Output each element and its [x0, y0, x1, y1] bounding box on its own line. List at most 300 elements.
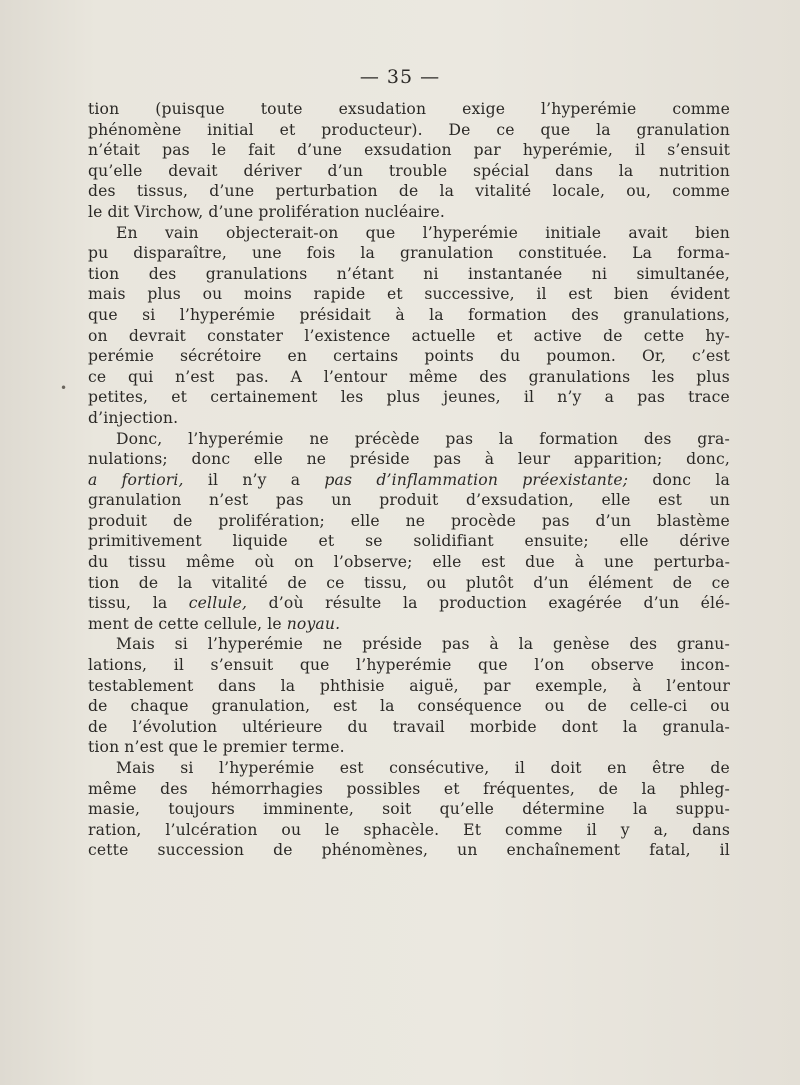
word: la — [618, 161, 634, 180]
word: pas — [541, 511, 570, 530]
word: observe — [590, 656, 655, 675]
word: exemple, — [535, 676, 608, 695]
word: ne — [405, 511, 426, 530]
word: imminente, — [263, 800, 354, 819]
word: le — [267, 614, 282, 633]
word: certainement — [210, 388, 318, 407]
word: comme — [505, 820, 563, 839]
word: ne — [306, 450, 327, 469]
word: plus — [147, 285, 181, 304]
word: que — [168, 738, 199, 757]
word: trace — [688, 388, 730, 407]
word: successive, — [424, 285, 515, 304]
word: plus — [386, 388, 421, 407]
word: est — [481, 553, 506, 572]
word: on — [294, 553, 314, 572]
word: ce — [496, 120, 515, 139]
word: production — [439, 594, 527, 613]
word: il — [536, 285, 547, 304]
text-line — [88, 161, 730, 182]
word: bien — [695, 223, 730, 242]
word: elle — [350, 511, 380, 530]
word: une — [251, 244, 282, 263]
word: objecterait-on — [225, 223, 339, 242]
word: c’est — [691, 347, 730, 366]
word: d’exsudation, — [465, 491, 574, 510]
word: hyperémie, — [522, 141, 614, 160]
word: être — [652, 759, 685, 777]
word: l’hyperémie — [188, 429, 284, 448]
word: La — [632, 244, 653, 263]
text-line — [88, 676, 730, 697]
word: consécutive, — [389, 759, 490, 777]
word: et — [386, 285, 403, 304]
word: prolifération; — [218, 511, 325, 530]
word: élément — [588, 573, 654, 592]
word: est — [339, 759, 364, 777]
word: préside — [362, 635, 423, 654]
word: en — [607, 759, 627, 777]
word: la — [402, 594, 418, 613]
word: petites, — [88, 388, 149, 407]
word: aiguë, — [409, 676, 459, 695]
word: n’est — [175, 367, 215, 386]
word: la — [518, 635, 534, 654]
word: Or, — [642, 347, 666, 366]
word: possibles — [346, 779, 421, 798]
word: perémie — [88, 347, 154, 366]
word: a, — [653, 820, 669, 839]
word: certains — [333, 347, 399, 366]
word: nulations; — [88, 450, 168, 469]
word: tissus, — [136, 182, 189, 201]
word: travail — [392, 717, 445, 736]
word: granulation — [636, 120, 730, 139]
word: l’observe; — [333, 553, 413, 572]
word: et — [279, 120, 296, 139]
word: vain — [164, 223, 199, 242]
word: toute — [260, 100, 303, 118]
text-line — [88, 634, 730, 655]
word: cette — [643, 326, 685, 345]
word: l’hyperémie — [356, 656, 452, 675]
word: d’injection. — [88, 408, 179, 427]
word: à — [484, 450, 495, 469]
word: a — [88, 470, 98, 489]
word: il — [719, 841, 730, 860]
word: perturba- — [653, 553, 730, 572]
text-line — [88, 264, 730, 285]
word: la — [439, 182, 455, 201]
word: à — [632, 676, 642, 695]
word: lations, — [88, 656, 148, 675]
word: suppu- — [675, 800, 730, 819]
word: tion — [88, 100, 120, 118]
margin-mark: • — [60, 381, 68, 395]
word: initiale — [545, 223, 602, 242]
word: Mais — [116, 759, 155, 777]
word: initial — [207, 120, 254, 139]
text-line — [88, 573, 730, 594]
word: a — [604, 388, 615, 407]
word: incon- — [680, 656, 730, 675]
text-line — [88, 99, 730, 120]
text-line — [88, 326, 730, 347]
word: n’était — [88, 141, 141, 160]
word: pas — [445, 429, 474, 448]
word: de — [273, 841, 293, 860]
word: tissu — [128, 553, 167, 572]
text-line — [88, 140, 730, 161]
word: n’est — [209, 491, 249, 510]
word: testablement — [88, 676, 194, 695]
word: poumon. — [546, 347, 616, 366]
word: devrait — [128, 326, 186, 345]
word: évident — [670, 285, 730, 304]
word: moins — [243, 285, 292, 304]
word: morbide — [469, 717, 537, 736]
word: du — [347, 717, 368, 736]
text-line — [88, 552, 730, 573]
word: producteur). — [321, 120, 423, 139]
word: qu’elle — [88, 161, 143, 180]
word: doit — [550, 759, 582, 777]
text-line — [88, 408, 730, 429]
text-line — [88, 840, 730, 861]
word: ne — [309, 429, 329, 448]
word: que — [88, 305, 118, 324]
word: De — [448, 120, 471, 139]
word: présidait — [299, 305, 371, 324]
word: avait — [628, 223, 668, 242]
text-line — [88, 799, 730, 820]
text-line — [88, 470, 730, 491]
word: si — [142, 305, 156, 324]
word: blastème — [656, 511, 730, 530]
text-line — [88, 120, 730, 141]
word: qui — [127, 367, 154, 386]
word: exige — [462, 100, 506, 118]
word: bien — [613, 285, 649, 304]
word: est — [333, 697, 358, 716]
word: il — [635, 141, 646, 160]
word: dérive — [679, 532, 730, 551]
text-line — [88, 346, 730, 367]
word: donc — [191, 450, 231, 469]
word: pu — [88, 244, 109, 263]
word: s’ensuit — [210, 656, 274, 675]
word: ou — [544, 697, 565, 716]
word: primitivement — [88, 532, 202, 551]
word: jeunes, — [443, 388, 501, 407]
word: la — [177, 573, 193, 592]
word: tissu, — [364, 573, 408, 592]
word: tissu, — [88, 594, 132, 613]
word: un — [457, 841, 478, 860]
word: de — [88, 697, 108, 716]
word: précède — [354, 429, 420, 448]
word: d’un — [595, 511, 632, 530]
word: nutrition — [659, 161, 730, 180]
word: phénomènes, — [321, 841, 429, 860]
word: ou — [281, 820, 302, 839]
word: élé- — [700, 594, 730, 613]
word: cette — [88, 841, 129, 860]
word: il — [514, 759, 526, 777]
word: y — [620, 820, 630, 839]
word: détermine — [522, 800, 605, 819]
word: de — [138, 573, 159, 592]
word: ce — [88, 367, 107, 386]
word: solidifiant — [413, 532, 494, 551]
word: ou — [426, 573, 447, 592]
word: et — [443, 779, 460, 798]
word: constater — [207, 326, 284, 345]
word: donc, — [686, 450, 730, 469]
word: le — [203, 738, 218, 757]
word: hy- — [705, 326, 730, 345]
word: est — [568, 285, 593, 304]
word: d’inflammation — [376, 470, 499, 489]
word: une — [604, 553, 634, 572]
word: chaque — [130, 697, 189, 716]
word: en — [287, 347, 308, 366]
word: vitalité — [475, 182, 532, 201]
word: du — [88, 553, 109, 572]
word: dit — [107, 202, 130, 221]
word: ni — [423, 264, 439, 283]
word: Donc, — [116, 429, 163, 448]
word: n’est — [124, 738, 164, 757]
word: est — [658, 491, 683, 510]
word: granulation, — [211, 697, 311, 716]
word: la — [632, 800, 648, 819]
word: l’entour — [323, 367, 388, 386]
text-line — [88, 202, 730, 223]
word: fortiori, — [121, 470, 184, 489]
word: exsudation — [338, 100, 427, 118]
text-line — [88, 449, 730, 470]
word: et — [496, 326, 513, 345]
word: de — [172, 511, 193, 530]
word: des — [571, 305, 599, 324]
text-line — [88, 490, 730, 511]
word: liquide — [232, 532, 288, 551]
word: que — [299, 656, 330, 675]
word: terme. — [291, 738, 345, 757]
word: premier — [222, 738, 287, 757]
word: pas — [441, 635, 470, 654]
text-line — [88, 511, 730, 532]
word: l’existence — [304, 326, 391, 345]
word: granulation — [88, 491, 182, 510]
word: donc — [652, 470, 692, 489]
text-line — [88, 181, 730, 202]
word: exsudation — [364, 141, 452, 160]
word: elle — [432, 553, 462, 572]
word: succession — [157, 841, 245, 860]
word: produit — [379, 491, 439, 510]
word: préside — [349, 450, 410, 469]
word: sphacèle. — [363, 820, 440, 839]
word: les — [651, 367, 675, 386]
word: perturbation — [275, 182, 378, 201]
word: plutôt — [465, 573, 514, 592]
word: spécial — [473, 161, 530, 180]
word: de — [88, 717, 108, 736]
word: même — [186, 553, 235, 572]
word: points — [424, 347, 474, 366]
text-line — [88, 593, 730, 614]
word: le — [325, 820, 340, 839]
text-line — [88, 429, 730, 450]
word: tion — [88, 264, 120, 283]
word: du — [499, 347, 521, 366]
word: fait — [248, 141, 276, 160]
word: l’ulcération — [165, 820, 258, 839]
word: masie, — [88, 800, 141, 819]
word: pas — [637, 388, 665, 407]
word: même — [408, 367, 458, 386]
word: l’on — [534, 656, 565, 675]
word: ni — [591, 264, 608, 283]
word: il — [523, 388, 535, 407]
word: devait — [168, 161, 218, 180]
word: a — [290, 470, 301, 489]
text-line — [88, 284, 730, 305]
word: pas — [433, 450, 462, 469]
word: l’entour — [666, 676, 730, 695]
word: granulation — [399, 244, 494, 263]
word: (puisque — [155, 100, 225, 118]
word: dans — [692, 820, 730, 839]
word: granulations, — [623, 305, 730, 324]
word: un — [331, 491, 352, 510]
text-line — [88, 737, 730, 758]
word: mais — [88, 285, 126, 304]
word: granulations — [528, 367, 631, 386]
word: l’hyperémie — [219, 759, 315, 777]
body-text — [88, 99, 730, 861]
word: comme — [672, 182, 730, 201]
text-line — [88, 223, 730, 244]
word: fréquentes, — [483, 779, 576, 798]
word: instantanée — [468, 264, 563, 283]
word: résulte — [325, 594, 382, 613]
word: de — [710, 759, 730, 777]
word: n’y — [557, 388, 582, 407]
word: d’une — [208, 202, 254, 221]
word: celle-ci — [629, 697, 688, 716]
word: des — [629, 635, 658, 654]
word: d’une — [297, 141, 343, 160]
word: elle — [601, 491, 631, 510]
word: simultanée, — [636, 264, 730, 283]
word: d’un — [327, 161, 364, 180]
word: de — [672, 573, 693, 592]
word: ultérieure — [242, 717, 323, 736]
word: ou — [202, 285, 223, 304]
word: la — [280, 676, 296, 695]
word: tion — [88, 738, 120, 757]
word: de — [587, 697, 607, 716]
word: En — [116, 223, 138, 242]
word: vitalité — [211, 573, 268, 592]
word: tion — [88, 573, 120, 592]
word: forma- — [677, 244, 730, 263]
text-line — [88, 696, 730, 717]
word: due — [525, 553, 555, 572]
word: des — [88, 182, 116, 201]
word: ce — [326, 573, 345, 592]
word: dans — [555, 161, 593, 180]
word: on — [88, 326, 108, 345]
word: d’un — [643, 594, 680, 613]
word: d’où — [268, 594, 304, 613]
word: d’un — [533, 573, 569, 592]
word: par — [473, 141, 501, 160]
text-line — [88, 758, 730, 779]
word: les — [340, 388, 364, 407]
word: où — [254, 553, 275, 572]
word: ment — [88, 614, 129, 633]
word: n’y — [242, 470, 267, 489]
word: pas — [324, 470, 353, 489]
word: prolifération — [258, 202, 360, 221]
word: noyau. — [286, 614, 341, 633]
word: granulations — [205, 264, 308, 283]
text-line — [88, 717, 730, 738]
word: des — [148, 264, 177, 283]
word: se — [365, 532, 383, 551]
word: plus — [696, 367, 730, 386]
word: que — [540, 120, 571, 139]
text-line — [88, 614, 730, 635]
word: de — [603, 326, 623, 345]
word: ou — [710, 697, 730, 716]
word: la — [380, 697, 395, 716]
word: d’une — [209, 182, 255, 201]
word: ou, — [626, 182, 652, 201]
word: apparition; — [573, 450, 663, 469]
word: l’hyperémie — [541, 100, 637, 118]
word: pas — [275, 491, 304, 510]
word: que — [478, 656, 508, 675]
word: la — [429, 305, 444, 324]
word: trouble — [388, 161, 448, 180]
word: cellule, — [188, 594, 248, 613]
word: ensuite; — [524, 532, 589, 551]
text-line — [88, 655, 730, 676]
word: toujours — [168, 800, 235, 819]
word: phleg- — [679, 779, 730, 798]
word: que — [365, 223, 396, 242]
word: et — [171, 388, 188, 407]
word: il — [586, 820, 597, 839]
word: qu’elle — [439, 800, 495, 819]
word: pas. — [236, 367, 269, 386]
word: de — [133, 614, 154, 633]
word: préexistante; — [522, 470, 629, 489]
text-line — [88, 820, 730, 841]
text-line — [88, 387, 730, 408]
text-line — [88, 531, 730, 552]
word: sécrétoire — [179, 347, 262, 366]
word: la — [152, 594, 168, 613]
word: l’évolution — [132, 717, 218, 736]
word: phénomène — [88, 120, 182, 139]
word: à — [574, 553, 585, 572]
